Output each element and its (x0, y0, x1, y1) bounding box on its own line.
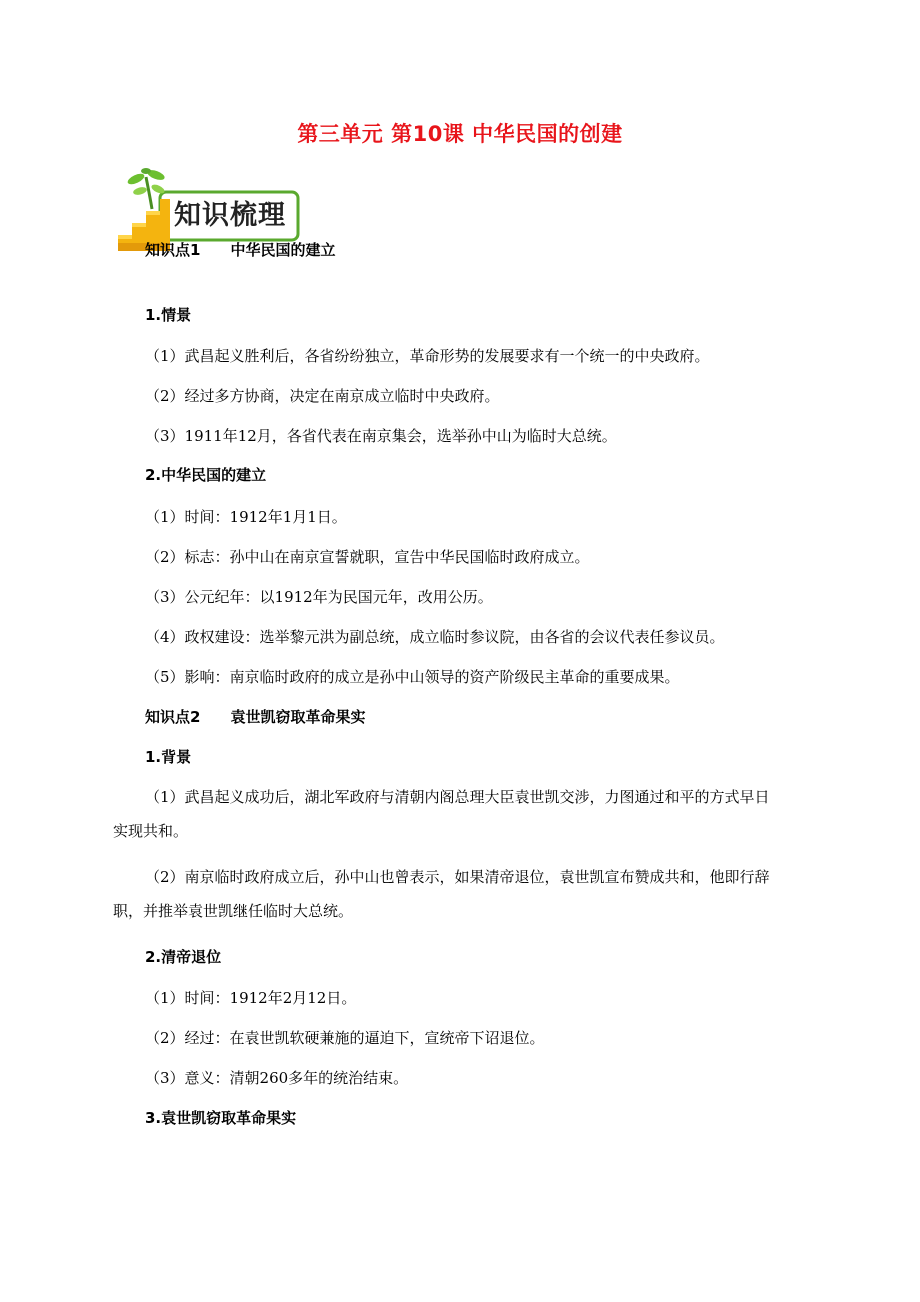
list-item: （2）经过：在袁世凯软硬兼施的逼迫下，宣统帝下诏退位。 (145, 1029, 545, 1047)
page-title: 第三单元 第10课 中华民国的创建 (297, 122, 623, 146)
heading-title: 中华民国的建立 (230, 241, 336, 259)
list-item: （4）政权建设：选举黎元洪为副总统，成立临时参议院，由各省的会议代表任参议员。 (145, 628, 725, 646)
list-item: （1）时间：1912年1月1日。 (145, 508, 347, 526)
list-item: （2）经过多方协商，决定在南京成立临时中央政府。 (145, 387, 500, 405)
list-item: （1）武昌起义胜利后，各省纷纷独立，革命形势的发展要求有一个统一的中央政府。 (145, 347, 710, 365)
knowledge-point-heading (145, 240, 785, 260)
heading-title: 袁世凯窃取革命果实 (230, 708, 366, 726)
list-item: （3）1911年12月，各省代表在南京集会，选举孙中山为临时大总统。 (145, 427, 617, 445)
heading-number: 知识点2 (145, 708, 201, 726)
subheading: 3.袁世凯窃取革命果实 (145, 1109, 297, 1127)
list-item: （1）时间：1912年2月12日。 (145, 989, 357, 1007)
list-item: （2）南京临时政府成立后，孙中山也曾表示，如果清帝退位，袁世凯宣布赞成共和，他即行辞职，并推举袁世凯继任临时大总统。 (113, 868, 770, 920)
subheading: 1.情景 (145, 306, 192, 324)
list-item: （5）影响：南京临时政府的成立是孙中山领导的资产阶级民主革命的重要成果。 (145, 668, 680, 686)
badge-label: 知识梳理 (174, 200, 286, 231)
heading-number: 知识点1 (145, 241, 201, 259)
subheading: 2.清帝退位 (145, 948, 222, 966)
list-item: （3）意义：清朝260多年的统治结束。 (145, 1069, 409, 1087)
subheading: 1.背景 (145, 748, 192, 766)
list-item: （3）公元纪年：以1912年为民国元年，改用公历。 (145, 588, 493, 606)
list-item: （2）标志：孙中山在南京宣誓就职，宣告中华民国临时政府成立。 (145, 548, 590, 566)
subheading: 2.中华民国的建立 (145, 466, 267, 484)
list-item: （1）武昌起义成功后，湖北军政府与清朝内阁总理大臣袁世凯交涉，力图通过和平的方式早日实现共和。 (113, 788, 770, 840)
knowledge-point-heading (145, 707, 785, 727)
